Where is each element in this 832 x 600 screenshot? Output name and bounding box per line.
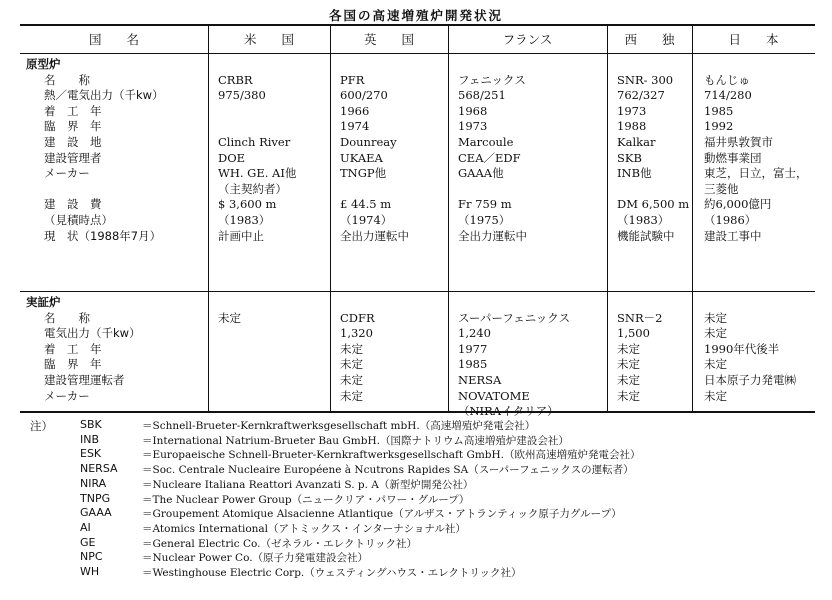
table-cell: 568/251 [458,88,506,103]
note-definition: ＝Atomics International（アトミックス・インターナショナル社） [142,522,466,535]
table-cell: 未定 [340,357,363,372]
row-label: 熱／電気出力（千kw） [44,88,164,103]
table-cell: （1983） [617,213,670,227]
column-divider [330,26,331,411]
table-cell: GAAA他 [458,166,504,181]
note-definition: ＝Groupement Atomique Alsacienne Atlantique（アルザス・アトランティック原子力グループ） [142,508,622,521]
note-abbreviation: AI [80,520,91,534]
table-cell: Fr 759 m [458,197,512,212]
note-definition: ＝Nucleare Italiana Reattori Avanzati S. p. A（新型炉開発公社） [142,478,474,491]
table-cell: 1974 [340,119,370,134]
table-cell: 未定 [617,357,640,372]
table-cell: $ 3,600 m [218,197,277,212]
note-abbreviation: TNPG [80,491,111,505]
note-abbreviation: NERSA [80,462,118,476]
table-cell: 未定 [704,326,727,341]
note-abbreviation: SBK [80,418,102,431]
column-header: 英 国 [363,32,414,47]
row-label: 着 工 年 [44,341,102,356]
note-abbreviation: GE [80,535,96,549]
note-abbreviation: ESK [80,447,102,461]
note-definition: ＝The Nuclear Power Group（ニュークリア・パワー・グループ） [142,493,470,506]
table-cell: 1966 [340,103,370,118]
table-cell: PFR [340,72,365,87]
note-definition: ＝International Natrium-Brueter Bau GmbH.（国際ナトリウム高速増殖炉建設会社） [142,434,569,447]
table-cell: （1975） [458,213,511,227]
table-cell: 1968 [458,103,488,118]
row-label: 建 設 地 [44,135,102,149]
column-header: 西 独 [624,32,675,47]
note-definition: ＝Westinghouse Electric Corp.（ウェスティングハウス・エレクトリック社） [142,567,522,579]
column-header: 国 名 [88,32,139,47]
note-abbreviation: INB [80,432,100,446]
column-divider [208,26,209,411]
table-cell: 1985 [458,357,488,372]
column-divider [692,26,693,411]
table-cell: NOVATOME [458,388,530,403]
column-divider [448,26,449,411]
table-cell: 未定 [218,310,241,325]
row-label: 名 称 [44,72,90,87]
table-cell: 未定 [617,341,640,356]
table-cell: NERSA [458,373,502,387]
table-cell: もんじゅ [704,72,750,87]
table-cell: 全出力運転中 [340,228,409,243]
note-abbreviation: GAAA [80,506,112,520]
table-cell: £ 44.5 m [340,197,392,212]
table-cell: INB他 [617,166,652,181]
table-cell: 福井県敦賀市 [704,135,773,149]
table-cell: 600/270 [340,88,388,103]
table-cell: 東芝，日立，富士， [704,166,808,181]
table-cell: （1983） [218,213,271,227]
table-cell: 約6,000億円 [704,197,772,212]
row-label: 建 設 費 [44,197,102,212]
row-label: 着 工 年 [44,103,102,118]
table-cell: 714/280 [704,88,752,103]
table-cell: CEA／EDF [458,150,521,165]
table-cell: 全出力運転中 [458,228,527,243]
table-cell: 計画中止 [218,228,264,243]
note-definition: ＝General Electric Co.（ゼネラル・エレクトリック社） [142,537,418,550]
row-label: メーカー [44,388,90,403]
table-cell: 建設工事中 [704,228,762,243]
table-cell: 1988 [617,119,647,134]
table-cell: Kalkar [617,135,656,149]
row-label: 臨 界 年 [44,119,102,134]
row-label: 名 称 [44,310,90,325]
table-cell: 1990年代後半 [704,341,780,356]
page-title: 各国の高速増殖炉開発状況 [328,8,503,23]
table-cell: 日本原子力発電㈱ [704,373,796,387]
note-definition: ＝Europaeische Schnell-Brueter-Kernkraftwerksgesellschaft GmbH.（欧州高速増殖炉発電会社） [142,449,641,462]
table-cell: 未定 [340,341,363,356]
row-label: 臨 界 年 [44,357,102,372]
table-cell: CRBR [218,72,253,87]
row-label: 建設管理運転者 [44,373,125,387]
table-cell: 1,500 [617,326,650,341]
table-cell: 未定 [617,388,640,403]
note-definition: ＝Soc. Centrale Nucleaire Européene à Ncutrons Rapides SA（スーパーフェニックスの運転者） [142,464,634,477]
table-cell: （1974） [340,213,393,227]
row-label: メーカー [44,166,90,181]
note-definition: ＝Nuclear Power Co.（原子力発電建設会社） [142,552,369,565]
table-cell: 未定 [340,373,363,387]
table-cell: 未定 [704,388,727,403]
table-cell: （主契約者） [218,181,287,196]
table-cell: 三菱他 [704,181,739,196]
table-cell: Clinch River [218,135,291,149]
table-cell: DM 6,500 m [617,197,690,212]
table-cell: SNR－2 [617,310,663,325]
notes-prefix: 注） [30,419,53,433]
row-label: 電気出力（千kw） [44,326,141,341]
table-cell: 機能試験中 [617,228,675,243]
header-divider [20,53,815,54]
table-cell: WH. GE. AI他 [218,166,297,181]
breeder-reactor-table [20,24,815,419]
note-abbreviation: WH [80,565,100,578]
table-cell: フェニックス [458,72,526,87]
table-cell: 未定 [340,388,363,403]
table-cell: Dounreay [340,135,397,149]
table-cell: 動燃事業団 [704,150,762,165]
table-cell: SKB [617,150,642,165]
column-header: フランス [502,32,553,47]
table-cell: CDFR [340,310,375,325]
column-header: 米 国 [243,32,294,47]
table-cell: 1977 [458,341,488,356]
note-definition: ＝Schnell-Brueter-Kernkraftwerksgesellschaft mbH.（高速増殖炉発電会社） [142,420,536,432]
table-cell: （NIRAイタリア） [458,404,559,419]
table-cell: 762/327 [617,88,665,103]
table-cell: 1992 [704,119,734,134]
table-cell: 未定 [704,357,727,372]
column-divider [607,26,608,411]
row-label: 現 状（1988年7月） [44,228,162,243]
table-cell: 1,320 [340,326,373,341]
note-abbreviation: NPC [80,550,103,564]
table-cell: 975/380 [218,88,266,103]
table-cell: 1973 [458,119,488,134]
table-cell: TNGP他 [340,166,387,181]
column-header: 日 本 [728,32,779,47]
table-cell: 1973 [617,103,647,118]
note-abbreviation: NIRA [80,476,107,490]
table-cell: UKAEA [340,150,383,165]
table-cell: 未定 [617,373,640,387]
section-divider [20,291,815,292]
table-cell: スーパーフェニックス [458,310,571,325]
section-title: 原型炉 [26,57,61,71]
table-cell: 1985 [704,103,734,118]
table-cell: SNR- 300 [617,72,674,87]
table-cell: DOE [218,150,246,165]
section-title: 実証炉 [26,295,61,309]
table-cell: 1,240 [458,326,491,341]
table-cell: Marcoule [458,135,514,149]
table-cell: 未定 [704,310,727,325]
row-label: （見積時点） [44,213,113,227]
row-label: 建設管理者 [44,150,102,165]
table-cell: （1986） [704,213,757,227]
